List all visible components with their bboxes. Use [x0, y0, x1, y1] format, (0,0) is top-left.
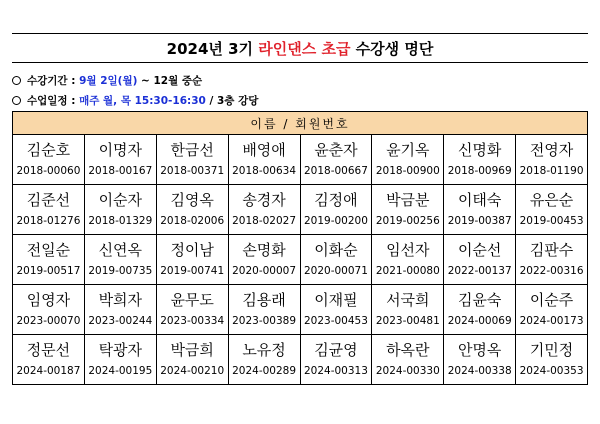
bullet-circle-icon — [12, 76, 21, 85]
member-id: 2019-00741 — [160, 265, 225, 277]
member-id: 2020-00071 — [303, 265, 368, 277]
member-id: 2023-00334 — [160, 315, 225, 327]
member-name: 한금선 — [170, 141, 214, 159]
member-id: 2024-00330 — [375, 365, 440, 377]
member-name: 이순선 — [457, 241, 502, 259]
member-name: 김균영 — [314, 341, 358, 359]
member-cell — [84, 285, 156, 335]
member-name: 김영옥 — [170, 191, 214, 209]
member-name: 이순주 — [529, 291, 574, 309]
member-cell — [156, 335, 228, 385]
member-id: 2018-00969 — [447, 165, 512, 177]
member-id: 2019-00453 — [519, 215, 584, 227]
member-name: 윤무도 — [170, 291, 214, 309]
member-cell — [372, 135, 444, 185]
member-name: 정문선 — [26, 341, 71, 359]
member-cell — [13, 185, 85, 235]
period-label: 수강기간 : — [27, 75, 80, 87]
member-name: 송경자 — [242, 191, 286, 209]
member-name: 노유정 — [242, 341, 286, 359]
member-name: 안명옥 — [457, 341, 502, 359]
member-id: 2019-00200 — [303, 215, 368, 227]
member-name: 배영애 — [242, 141, 286, 159]
table-row — [13, 135, 588, 185]
member-id: 2018-01329 — [88, 215, 153, 227]
member-cell — [228, 135, 300, 185]
schedule-rest: / 3층 강당 — [205, 95, 259, 107]
member-roster-table — [12, 111, 588, 385]
schedule-label: 수업일정 : — [27, 95, 80, 107]
table-row — [13, 185, 588, 235]
member-id: 2021-00080 — [375, 265, 440, 277]
member-id: 2023-00389 — [232, 315, 297, 327]
member-id: 2023-00481 — [375, 315, 440, 327]
roster-body — [13, 135, 588, 385]
table-row — [13, 335, 588, 385]
table-row — [13, 235, 588, 285]
member-id: 2019-00735 — [88, 265, 153, 277]
member-name: 신명화 — [457, 141, 502, 159]
member-cell — [300, 185, 372, 235]
member-cell — [372, 235, 444, 285]
member-cell — [300, 335, 372, 385]
member-cell — [228, 335, 300, 385]
member-name: 전일순 — [26, 241, 71, 259]
member-cell — [516, 135, 588, 185]
member-id: 2023-00453 — [303, 315, 368, 327]
member-id: 2018-00167 — [88, 165, 153, 177]
member-cell — [372, 185, 444, 235]
member-id: 2019-00387 — [447, 215, 512, 227]
member-id: 2024-00353 — [519, 365, 584, 377]
member-name: 하옥란 — [386, 341, 430, 359]
member-cell — [228, 185, 300, 235]
member-id: 2024-00173 — [519, 315, 584, 327]
member-name: 탁광자 — [98, 341, 143, 359]
member-name: 임선자 — [386, 241, 430, 259]
member-name: 김순호 — [26, 141, 71, 159]
member-id: 2018-00667 — [303, 165, 368, 177]
period-rest: ~ 12월 중순 — [137, 75, 203, 87]
table-header: 이름 / 회원번호 — [13, 112, 588, 135]
member-name: 신연옥 — [98, 241, 143, 259]
member-id: 2024-00338 — [447, 365, 512, 377]
document-title — [12, 33, 588, 63]
member-id: 2024-00313 — [303, 365, 368, 377]
member-id: 2024-00069 — [447, 315, 512, 327]
member-name: 이재필 — [314, 291, 358, 309]
member-name: 이명자 — [98, 141, 143, 159]
member-name: 이화순 — [314, 241, 358, 259]
member-name: 김윤숙 — [457, 291, 502, 309]
member-id: 2018-00900 — [375, 165, 440, 177]
title-suffix: 수강생 명단 — [350, 39, 434, 58]
member-name: 이순자 — [98, 191, 143, 209]
member-id: 2019-00256 — [375, 215, 440, 227]
member-id: 2018-01190 — [519, 165, 584, 177]
member-cell — [13, 285, 85, 335]
member-cell — [13, 235, 85, 285]
member-name: 유은순 — [529, 191, 574, 209]
member-name: 박금분 — [386, 191, 430, 209]
bullet-circle-icon — [12, 96, 21, 105]
member-cell — [84, 235, 156, 285]
member-name: 정이남 — [170, 241, 214, 259]
member-cell — [444, 335, 516, 385]
table-row — [13, 285, 588, 335]
member-cell — [372, 285, 444, 335]
member-name: 박금희 — [170, 341, 214, 359]
member-name: 박희자 — [98, 291, 143, 309]
member-name: 서국희 — [386, 291, 430, 309]
member-cell — [156, 285, 228, 335]
member-id: 2024-00210 — [160, 365, 225, 377]
member-cell — [300, 285, 372, 335]
member-name: 김준선 — [26, 191, 71, 209]
member-name: 기민정 — [529, 341, 574, 359]
member-cell — [444, 235, 516, 285]
member-cell — [444, 285, 516, 335]
member-cell — [156, 135, 228, 185]
member-cell — [372, 335, 444, 385]
member-id: 2018-00060 — [16, 165, 81, 177]
member-cell — [300, 135, 372, 185]
member-id: 2020-00007 — [232, 265, 297, 277]
member-name: 윤춘자 — [314, 141, 358, 159]
member-cell — [84, 185, 156, 235]
member-id: 2019-00517 — [16, 265, 81, 277]
member-name: 전영자 — [529, 141, 574, 159]
member-cell — [444, 185, 516, 235]
member-cell — [156, 235, 228, 285]
member-cell — [84, 135, 156, 185]
member-name: 임영자 — [26, 291, 71, 309]
member-cell — [300, 235, 372, 285]
member-name: 손명화 — [242, 241, 286, 259]
title-highlight: 라인댄스 초급 — [258, 39, 351, 58]
member-cell — [228, 235, 300, 285]
member-cell — [13, 135, 85, 185]
member-cell — [84, 335, 156, 385]
member-id: 2018-01276 — [16, 215, 81, 227]
member-name: 윤기옥 — [386, 141, 430, 159]
member-name: 김판수 — [529, 241, 574, 259]
member-cell — [516, 235, 588, 285]
period-value: 9월 2일(월) — [79, 75, 138, 87]
member-cell — [516, 185, 588, 235]
schedule-value: 매주 월, 목 15:30-16:30 — [79, 95, 206, 107]
member-id: 2023-00070 — [16, 315, 81, 327]
class-schedule-line — [12, 93, 258, 108]
member-id: 2024-00187 — [16, 365, 81, 377]
member-name: 김정애 — [314, 191, 358, 209]
member-cell — [516, 285, 588, 335]
member-id: 2018-02006 — [160, 215, 225, 227]
member-id: 2018-02027 — [232, 215, 297, 227]
member-cell — [516, 335, 588, 385]
member-cell — [228, 285, 300, 335]
course-period-line — [12, 73, 202, 88]
member-id: 2018-00371 — [160, 165, 225, 177]
member-cell — [13, 335, 85, 385]
member-id: 2018-00634 — [232, 165, 297, 177]
member-id: 2023-00244 — [88, 315, 153, 327]
member-id: 2024-00289 — [232, 365, 297, 377]
member-cell — [156, 185, 228, 235]
member-name: 이태숙 — [457, 191, 502, 209]
member-name: 김용래 — [242, 291, 286, 309]
member-id: 2022-00137 — [447, 265, 512, 277]
member-id: 2024-00195 — [88, 365, 153, 377]
title-prefix: 2024년 3기 — [166, 39, 259, 58]
member-cell — [444, 135, 516, 185]
member-id: 2022-00316 — [519, 265, 584, 277]
